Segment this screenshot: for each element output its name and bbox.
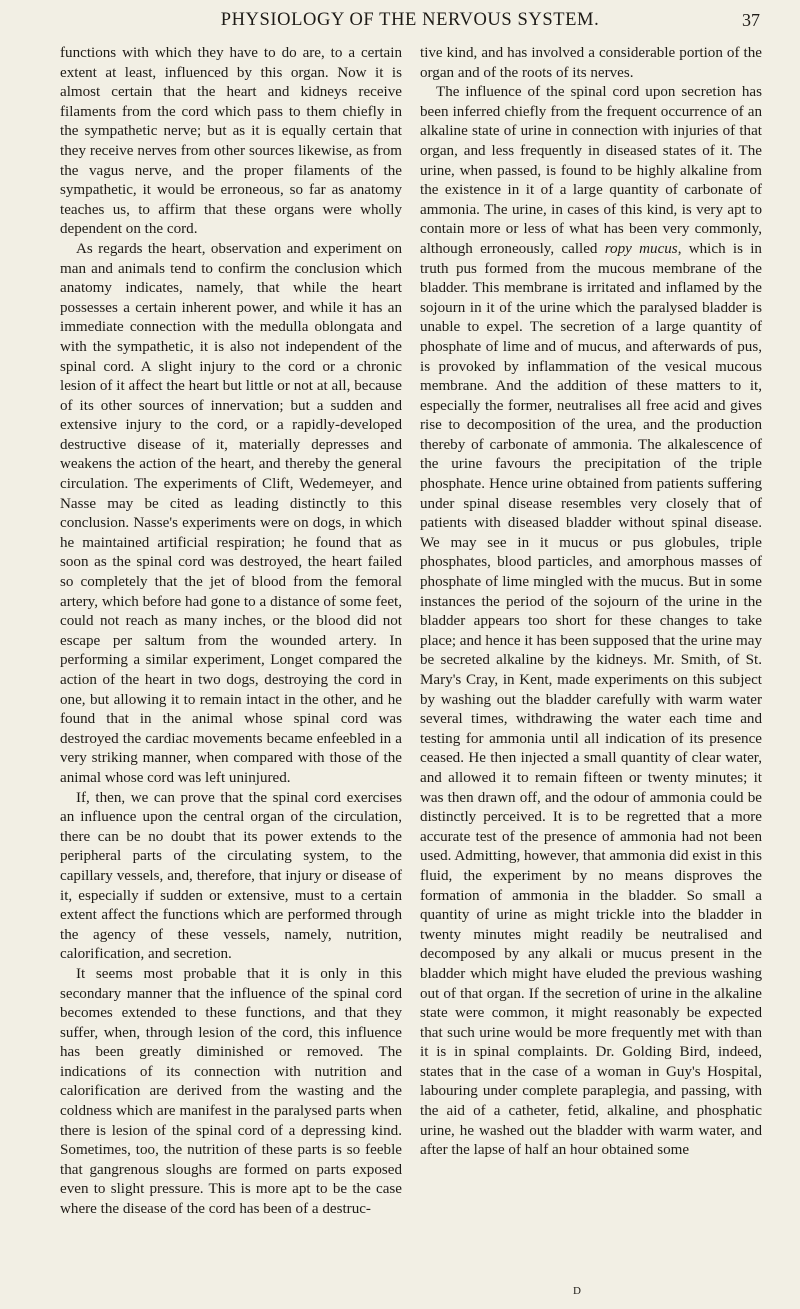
paragraph-text: The influence of the spinal cord upon secretion has been inferred chiefly from the frequent occurrence of an alkaline state of urine in connection with injuries of that organ, and less frequently in diseased states of it. The urine, when passed, is found to be highly alkaline from the existence in it of a large quantity of carbonate of ammonia. The urine, in cases of this kind, is very apt to contain more or less of what has been very commonly, although erroneously, called bbox=[420, 84, 762, 257]
paragraph: If, then, we can prove that the spinal cord exercises an influence upon the central organ of the circulation, there can be no doubt that its power extends to the peripheral parts of the circulating system, to the capillary vessels, and, therefore, that injury or disease of it, especially if sudden or extensive, must to a certain extent affect the functions which are performed through the agency of these vessels, namely, nutrition, calorification, and secretion. bbox=[60, 789, 402, 963]
running-title: PHYSIOLOGY OF THE NERVOUS SYSTEM. bbox=[220, 10, 600, 30]
paragraph: tive kind, and has involved a considerable portion of the organ and of the roots of its nerves. bbox=[420, 45, 762, 81]
right-column bbox=[420, 44, 762, 1161]
paragraph: As regards the heart, observation and experiment on man and animals tend to confirm the conclusion which anatomy indicates, namely, that while the heart possesses a certain inherent power, and while it has an immediate connection with the medulla oblongata and with the sympathetic, it is also not independent of the spinal cord. A slight injury to the cord or a chronic lesion of it affect the heart but little or not at all, because of its other sources of innervation; but a sudden and extensive injury to the cord, or a rapidly-developed destructive disease of it, materially depresses and weakens the action of the heart, and thereby the general circulation. The experiments of Clift, Wedemeyer, and Nasse may be cited as leading distinctly to this conclusion. Nasse's experiments were on dogs, in which he maintained artificial respiration; he found that as soon as the spinal cord was destroyed, the heart failed so completely that the jet of blood from the femoral artery, which before had gone to a distance of some feet, could not reach as many inches, or the blood did not escape per saltum from the wounded artery. In performing a similar experiment, Longet compared the action of the heart in two dogs, destroying the cord in one, but allowing it to remain intact in the other, and he found that in the animal whose spinal cord was destroyed the cardiac movements became enfeebled in a very striking manner, when compared with those of the animal whose cord was left uninjured. bbox=[60, 240, 402, 786]
paragraph-text: , which is in truth pus formed from the mucous membrane of the bladder. This membrane is irritated and inflamed by the sojourn in it of the urine which the paralysed bladder is unable to expel. The secretion of a large quantity of phosphate of lime and of mucus, and afterwards of pus, is provoked by inflammation of the vesical mucous membrane. And the addition of these matters to it, especially the former, neutralises all free acid and gives rise to decomposition of the urea, and the production thereby of carbonate of ammonia. The alkalescence of the urine favours the precipitation of the triple phosphate. Hence urine obtained from patients suffering under spinal disease resembles very closely that of patients with diseased bladder without spinal disease. We may see in it mucus or pus globules, triple phosphates, blood particles, and amorphous masses of phosphate of lime mingled with the mucus. But in some instances the period of the sojourn of the urine in the bladder appears too short for these changes to take place; and hence it has been supposed that the urine may be secreted alkaline by the kidneys. Mr. Smith, of St. Mary's Cray, in Kent, made experiments on this subject by washing out the bladder carefully with warm water several times, withdrawing the water each time and testing for ammonia until all indication of its presence ceased. He then injected a small quantity of clear water, and allowed it to remain fifteen or twenty minutes; it was then drawn off, and the odour of ammonia could be distinctly perceived. It is to be regretted that a more accurate test of the presence of ammonia had not been used. Admitting, however, that ammonia did exist in this fluid, the experiment by no means disproves the formation of ammonia in the bladder. So small a quantity of urine as might trickle into the bladder in twenty minutes might readily be neutralised and decomposed by any alkali or mucus present in the bladder which might have eluded the previous washing out of that organ. If the secretion of urine in the alkaline state were common, it might reasonably be expected that such urine would be more frequently met with than it is in spinal complaints. Dr. Golding Bird, indeed, states that in the case of a woman in Guy's Hospital, labouring under complete paraplegia, and passing, with the aid of a catheter, fetid, alkaline, and phosphatic urine, he washed out the bladder with warm water, and after the lapse of half an hour obtained some bbox=[420, 240, 763, 1159]
italic-term: ropy mucus bbox=[604, 240, 678, 257]
left-column bbox=[60, 44, 402, 1220]
page-number: 37 bbox=[742, 10, 760, 30]
paragraph: It seems most probable that it is only in this secondary manner that the influence of the spinal cord becomes extended to these functions, and that they suffer, when, through lesion of the cord, this influence has been greatly diminished or removed. The indications of its connection with nutrition and calorification are derived from the wasting and the coldness which are manifest in the paralysed parts when there is lesion of the spinal cord of a depressing kind. Sometimes, too, the nutrition of these parts is so feeble that gangrenous sloughs are formed on parts exposed even to slight pressure. This is more apt to be the case where the disease of the cord has been of a destruc- bbox=[60, 965, 402, 1218]
paragraph: functions with which they have to do are, to a certain extent at least, influenced by this organ. Now it is almost certain that the heart and kidneys receive filaments from the cord which pass to them chiefly in the sympathetic nerve; but as it is equally certain that they receive nerves from other sources likewise, as from the vagus nerve, and the proper filaments of the sympathetic, it would be erroneous, so far as anatomy teaches us, to affirm that these organs were wholly dependent on the cord. bbox=[60, 45, 402, 238]
paragraph bbox=[420, 83, 762, 1161]
signature-mark: D bbox=[573, 1285, 581, 1297]
running-header bbox=[60, 10, 760, 36]
